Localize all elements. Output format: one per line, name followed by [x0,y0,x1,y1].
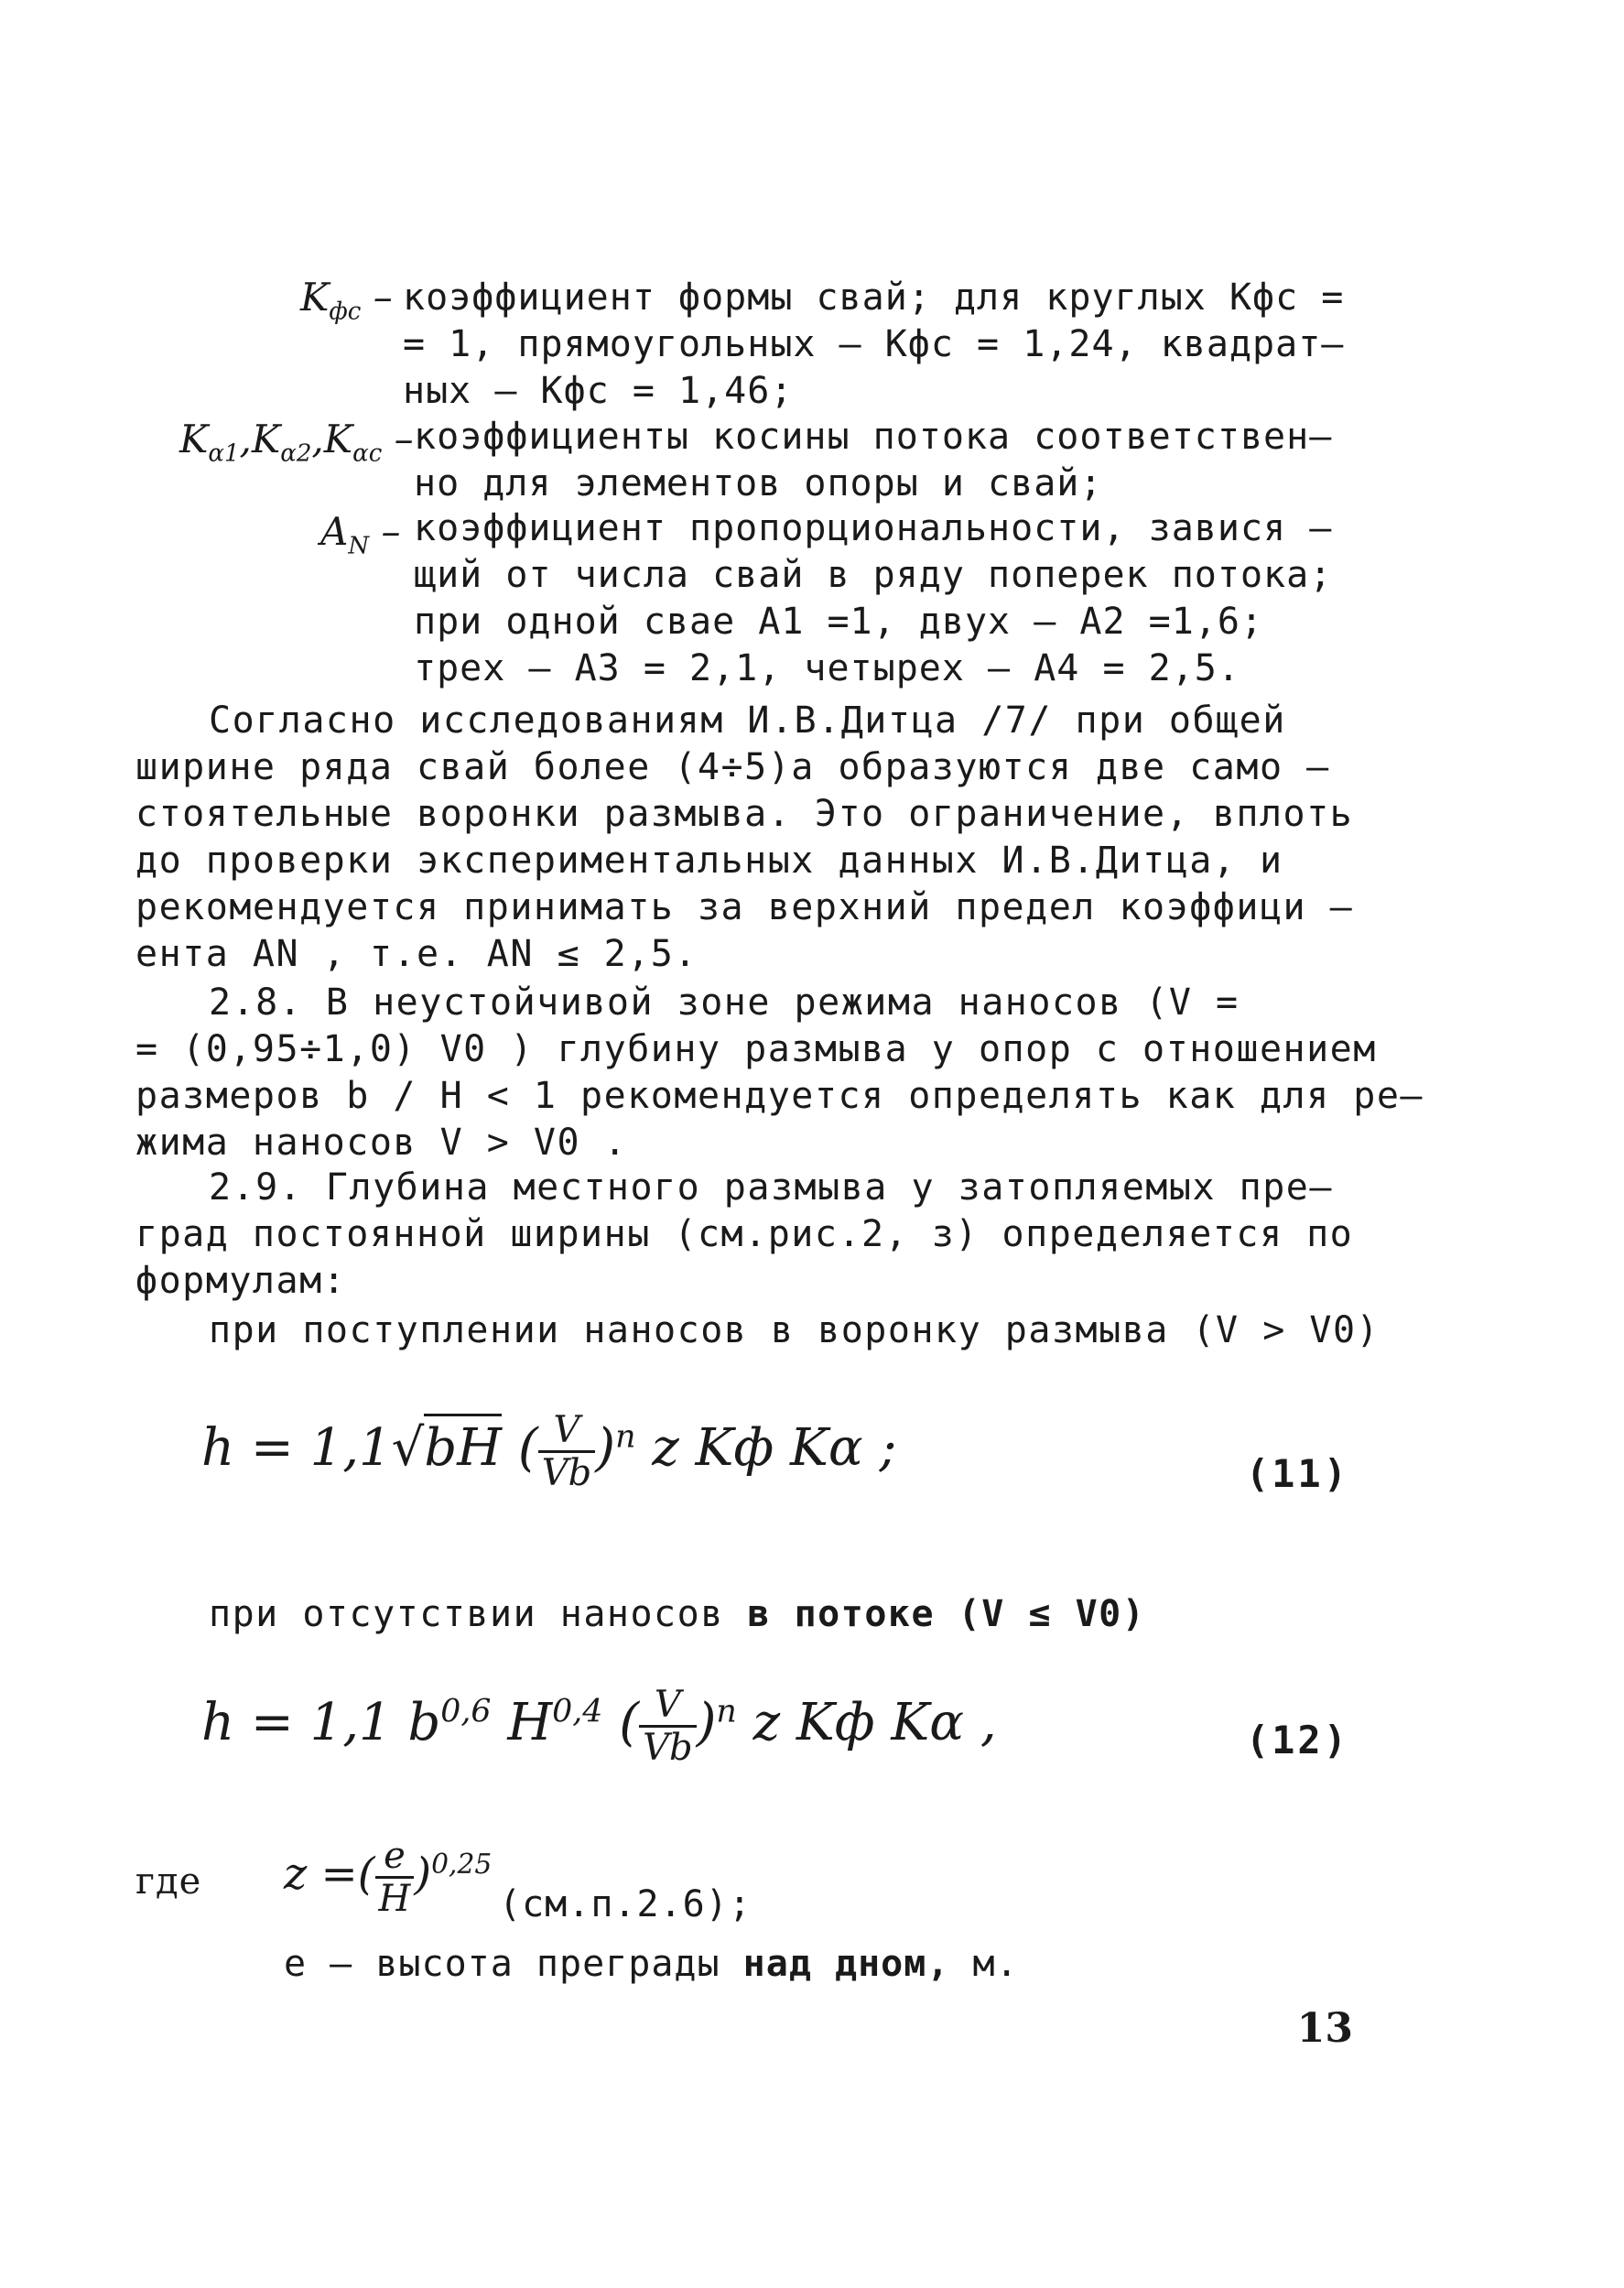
eq11-radicand: bH [424,1414,502,1478]
eq12-exp-b: 0,6 [440,1693,492,1730]
where-label: где [135,1860,202,1903]
eq11-exponent: n [615,1418,636,1456]
condition: (V ≤ V0) [958,1593,1146,1635]
definition-line: коэффициенты косины потока соответствен– [414,416,1333,458]
eq11-rest: z Kф Kα ; [652,1418,897,1478]
text-line: ента AN , т.е. AN ≤ 2,5. [135,933,698,975]
eq12-exp-h: 0,4 [552,1693,603,1730]
text-line: размеров b / H < 1 рекомендуется определять как для ре– [135,1075,1424,1117]
definition-line: но для элементов опоры и свай; [414,462,1103,504]
eq12-fraction [639,1685,697,1768]
definition-an [414,505,1332,692]
definition-kfc [403,275,1344,415]
text-line: 2.9. Глубина местного размыва у затопляемых пре– [209,1166,1333,1209]
eq11-lhs: h = 1,1 [201,1418,392,1478]
text-bold: над дном, [742,1943,950,1985]
case-without-sediment [209,1591,1426,1638]
text-line: Согласно исследованиям И.В.Дитца /7/ при общей [209,699,1286,742]
case-with-sediment [209,1307,1426,1354]
equation-11-number: (11) [1245,1451,1349,1496]
z-denominator: H [378,1878,411,1920]
symbol-kfc: $K_{фс}$ – [300,275,393,326]
symbol-an: $A_N$ – [320,509,401,560]
symbol-k-alpha: $K_{\alpha 1},K_{\alpha 2},K_{\alpha c}$ – [179,417,414,468]
equation-11: h = 1,1√bH ( $\frac{V}{Vb}$ )$^n$ z Kф Kα ; [201,1409,897,1494]
equation-12: h = 1,1 $b^{0,6}$ H$^{0,4}$ ( $\frac{V}{Vb}$ )$^n$ z Kф Kα , [201,1684,997,1769]
eq12-exponent: n [716,1693,737,1730]
text-line: формулам: [135,1260,347,1302]
eq11-fraction [538,1410,596,1493]
text-segment: e – высота преграды [284,1943,720,1985]
text-bold: в потоке [747,1593,936,1635]
eq11-denominator: Vb [541,1452,592,1494]
z-fraction [375,1836,415,1919]
definition-line: коэффициент формы свай; для круглых Kфс = [403,277,1345,319]
text-line: = (0,95÷1,0) V0 ) глубину размыва у опор с отношением [135,1028,1377,1070]
e-definition [284,1941,1019,1988]
equation-12-number: (12) [1245,1718,1349,1762]
z-exponent: 0,25 [431,1849,493,1881]
z-definition: z =( $\frac{e}{H}$ )$^{0,25}$ [284,1835,493,1920]
text-line: жима наносов V > V0 . [135,1122,628,1164]
definition-line: при одной свае A1 =1, двух – A2 =1,6; [414,601,1264,643]
text-segment: м. [972,1943,1019,1985]
z-lhs: z = [284,1849,358,1900]
text-line: ширине ряда свай более (4÷5)a образуются две само – [135,746,1330,788]
definition-line: ных – Kфс = 1,46; [403,370,794,412]
eq12-lhs: h = 1,1 b [201,1693,441,1752]
text-line: при поступлении наносов в воронку размыва (V > V0) [209,1309,1380,1351]
text-line: рекомендуется принимать за верхний предел коэффици – [135,886,1354,928]
definition-k-alpha [414,414,1332,507]
paragraph-2-9 [135,1165,1353,1305]
z-numerator: e [375,1836,415,1879]
page-number: 13 [1296,2005,1353,2052]
eq12-rest: z Kф Kα , [752,1693,997,1752]
definition-line: трех – A3 = 2,1, четырех – A4 = 2,5. [414,647,1240,689]
text-segment: при отсутствии наносов [209,1593,724,1635]
text-line: 2.8. В неустойчивой зоне режима наносов (V = [209,981,1240,1024]
text-line: до проверки экспериментальных данных И.В.Дитца, и [135,840,1283,882]
definition-line: = 1, прямоугольных – Kфс = 1,24, квадрат– [403,323,1345,365]
definition-line: щий от числа свай в ряду поперек потока; [414,554,1333,596]
eq11-numerator: V [538,1410,596,1453]
definition-line: коэффициент пропорциональности, завися – [414,507,1333,549]
text-line: град постоянной ширины (см.рис.2, з) определяется по [135,1213,1354,1255]
z-reference: (см.п.2.6); [499,1883,752,1925]
paragraph-2-8 [135,980,1424,1166]
eq12-h: H [507,1693,553,1752]
text-line: стоятельные воронки размыва. Это ограничение, вплоть [135,793,1354,835]
eq12-denominator: Vb [643,1727,693,1769]
paragraph-ditz [135,698,1353,978]
eq12-numerator: V [639,1685,697,1728]
